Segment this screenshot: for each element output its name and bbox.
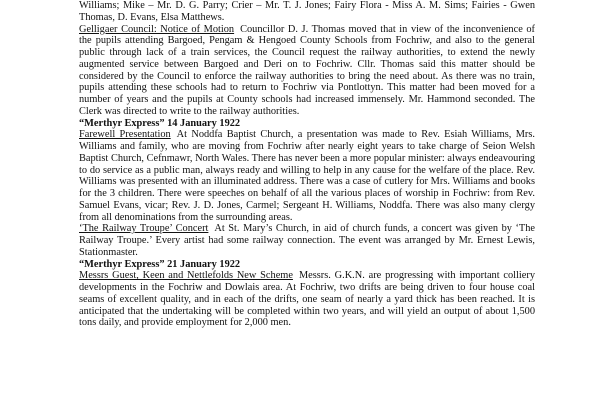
section-heading: ‘The Railway Troupe’ Concert xyxy=(79,223,209,235)
section-body: Messrs. G.K.N. are progressing with important colliery developments in the Fochriw and Dowlais area. At Fochriw, two drifts are being driven to four house coal seams of excellent quality, and in each of the drifts, one seam of nearly a yard thick has been reached. It is anticipated that the undertaking will be completed within two years, and will yield an output of about 1,500 tons daily, and provide employment for 2,000 men. xyxy=(79,270,535,329)
section-body: Councillor D. J. Thomas moved that in view of the inconvenience of the pupils attending Bargoed, Pengam & Hengoed County Schools from Fochriw, and also to the general public through lack of a train services, the Council request the railway authorities, to extend the newly augmented service between Bargoed and Deri on to Fochriw. Cllr. Thomas said this matter should be considered by the Council to enforce the railway authorities to bring the need about. As there was no train, pupils attending these schools had to return to Fochriw via Pontlottyn. This matter had been moved for a number of years and the pupils at County schools had increased immensely. Mr. Hammond seconded. The Clerk was directed to write to the railway authorities. xyxy=(79,23,535,117)
section-farewell-presentation xyxy=(79,129,535,223)
section-body: At St. Mary’s Church, in aid of church funds, a concert was given by ‘The Railway Troupe.’ Every artist had some railway connection. The event was arranged by Mr. Ernest Lewis, Stationmaster. xyxy=(79,223,536,258)
section-heading: Gelligaer Council: Notice of Motion xyxy=(79,23,235,35)
cast-line: Williams; Mike – Mr. D. G. Parry; Crier – Mr. T. J. Jones; Fairy Flora - Miss A. M. Sims; Fairies - Gwen Thomas, D. Evans, Elsa Matthews. xyxy=(79,0,535,23)
document-body xyxy=(79,0,535,329)
section-body: At Noddfa Baptist Church, a presentation was made to Rev. Esiah Williams, Mrs. Williams and family, who are moving from Fochriw after nearly eight years to take charge of Seion Welsh Baptist Church, Cefnmawr, North Wales. There has never been a more popular minister: always endeavouring to do service as a public man, always ready and willing to help in any cause for the welfare of the place. Rev. Williams was presented with an illuminated address. There was a case of cutlery for Mrs. Williams and books for the 3 children. There were speeches on behalf of all the various places of worship in Fochriw: from Rev. Samuel Evans, vicar; Rev. J. D. Jones, Carmel; Sergeant H. Williams, Noddfa. There was also many clergy from all denominations from the surrounding areas. xyxy=(79,129,535,223)
issue-heading-14-january: “Merthyr Express” 14 January 1922 xyxy=(79,117,241,129)
section-heading: Farewell Presentation xyxy=(79,129,171,141)
section-gelligaer-council xyxy=(79,24,535,118)
issue-heading-21-january: “Merthyr Express” 21 January 1922 xyxy=(79,258,241,270)
section-railway-troupe-concert xyxy=(79,223,535,258)
section-heading: Messrs Guest, Keen and Nettlefolds New Scheme xyxy=(79,270,293,282)
section-gkn-new-scheme xyxy=(79,270,535,329)
